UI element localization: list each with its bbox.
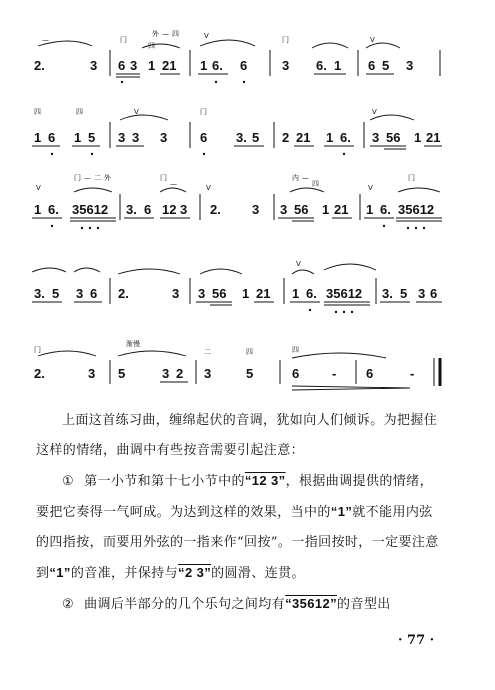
score-line-4 [30,252,445,314]
svg-text:冂: 冂 [74,174,81,182]
svg-text:2: 2 [282,130,290,145]
svg-text:3: 3 [282,58,290,73]
svg-text:V: V [372,108,377,116]
score-line-2 [30,100,445,162]
svg-text:四: 四 [312,180,319,188]
svg-text:3: 3 [160,130,168,145]
svg-text:5: 5 [246,366,254,381]
svg-text:3: 3 [252,202,260,217]
svg-text:21: 21 [334,202,349,217]
score-line-4-notation [30,252,445,314]
svg-text:6: 6 [240,58,248,73]
item-2-number: ② [62,597,75,612]
intro-paragraph [36,406,446,466]
note-item-2 [36,589,446,620]
svg-text:1: 1 [334,58,342,73]
svg-text:6: 6 [90,286,98,301]
svg-text:35612: 35612 [398,202,435,217]
svg-text:6: 6 [292,366,300,381]
score-line-3 [30,172,445,234]
svg-text:5: 5 [252,130,260,145]
svg-text:21: 21 [256,286,271,301]
svg-text:3: 3 [90,58,98,73]
svg-text:6: 6 [144,202,152,217]
svg-text:5: 5 [118,366,126,381]
svg-text:6: 6 [118,58,126,73]
svg-text:6.: 6. [306,286,317,301]
intro-text: 上面这首练习曲，缠绵起伏的音调，犹如向人们倾诉。为把握住这样的情绪，曲调中有些按音需要引起注意： [36,413,438,458]
svg-text:四: 四 [172,30,179,38]
svg-text:V: V [370,36,375,44]
svg-text:1: 1 [242,286,250,301]
svg-text:1: 1 [326,130,334,145]
svg-text:1: 1 [74,130,82,145]
svg-text:56: 56 [294,202,309,217]
svg-text:V: V [36,184,41,192]
svg-text:6: 6 [430,286,438,301]
svg-text:1: 1 [148,58,156,73]
svg-text:四: 四 [34,108,41,116]
svg-text:四: 四 [76,108,83,116]
svg-text:四: 四 [246,348,253,356]
svg-text:6.: 6. [340,130,351,145]
svg-text:6.: 6. [48,202,59,217]
item-2-quote-35612: “35612” [285,596,338,611]
item-1-quote-12-3: “12 3” [244,473,286,488]
svg-text:外: 外 [104,174,111,182]
svg-text:2.: 2. [34,366,45,381]
svg-text:V: V [134,108,139,116]
svg-text:冂: 冂 [282,36,289,44]
svg-text:35612: 35612 [72,202,109,217]
item-1-number: ① [62,474,75,489]
svg-text:冂: 冂 [160,174,167,182]
svg-text:1: 1 [34,202,42,217]
svg-text:3: 3 [76,286,84,301]
svg-text:3: 3 [406,58,414,73]
svg-text:3: 3 [162,366,170,381]
svg-text:56: 56 [212,286,227,301]
svg-text:3: 3 [172,286,180,301]
item-1-quote-2-3: “2 3” [178,565,212,580]
svg-text:四: 四 [148,42,155,50]
item-1-quote-1-again: “1” [49,565,71,580]
svg-text:3: 3 [88,366,96,381]
svg-text:四: 四 [292,346,299,354]
svg-text:冂: 冂 [200,108,207,116]
svg-text:-: - [410,366,415,381]
svg-text:6: 6 [200,130,208,145]
svg-text:2: 2 [176,366,184,381]
svg-text:-: - [332,366,337,381]
svg-text:—: — [84,174,91,182]
svg-text:—: — [170,180,177,188]
score-line-2-notation [30,100,445,162]
svg-text:1: 1 [200,58,208,73]
page-number: · 77 · [398,633,435,648]
svg-text:3: 3 [132,130,140,145]
item-1-part-a: 第一小节和第十七小节中的 [84,474,245,489]
svg-text:二: 二 [204,348,211,356]
svg-text:—: — [162,30,169,38]
svg-text:渐慢: 渐慢 [126,340,140,348]
svg-text:V: V [296,260,301,268]
svg-text:1: 1 [414,130,422,145]
note-item-2-text [36,589,446,620]
item-1-quote-1: “1” [330,504,353,519]
svg-text:3: 3 [118,130,126,145]
svg-text:3.: 3. [126,202,137,217]
svg-text:外: 外 [152,30,159,38]
svg-text:1: 1 [322,202,330,217]
svg-text:—: — [302,174,309,182]
svg-text:3: 3 [198,286,206,301]
note-item-1 [36,466,446,589]
svg-text:3.: 3. [236,130,247,145]
svg-text:5: 5 [382,58,390,73]
note-item-1-text [36,466,446,589]
svg-text:56: 56 [386,130,401,145]
svg-text:6: 6 [368,58,376,73]
score-line-5 [30,332,445,394]
svg-text:1: 1 [366,202,374,217]
svg-text:21: 21 [296,130,311,145]
svg-text:6: 6 [48,130,56,145]
item-1-part-b: ，根据曲调提供的情绪，要把它奏得一气呵成。为达到这样的效果，当中的 [36,474,433,520]
svg-text:3.: 3. [34,286,45,301]
svg-text:冂: 冂 [34,346,41,354]
svg-text:5: 5 [88,130,96,145]
svg-text:3.: 3. [382,286,393,301]
svg-text:6.: 6. [380,202,391,217]
item-2-part-b: 的音型出 [337,597,391,612]
svg-text:3: 3 [280,202,288,217]
svg-text:冂: 冂 [120,36,127,44]
svg-text:6.: 6. [316,58,327,73]
svg-text:3: 3 [418,286,426,301]
item-1-part-e: 的圆滑、连贯。 [211,566,305,581]
svg-text:21: 21 [162,58,177,73]
svg-text:V: V [206,184,211,192]
svg-text:3: 3 [204,366,212,381]
svg-text:1: 1 [34,130,42,145]
score-line-1 [30,28,445,90]
svg-text:二: 二 [94,174,101,182]
svg-text:6.: 6. [212,58,223,73]
svg-text:21: 21 [426,130,441,145]
item-1-part-c: 就不能用内弦的四指按，而要用外弦的一指来作“回按”。一指回按时，一定要注意到 [36,505,439,581]
svg-text:冂: 冂 [408,174,415,182]
svg-text:5: 5 [52,286,60,301]
svg-text:35612: 35612 [326,286,363,301]
svg-text:3: 3 [372,130,380,145]
svg-text:3: 3 [130,58,138,73]
svg-text:12: 12 [162,202,177,217]
svg-text:6: 6 [366,366,374,381]
item-1-part-d: 的音准，并保持与 [70,566,179,581]
svg-text:5: 5 [400,286,408,301]
svg-text:—: — [42,36,49,44]
item-2-part-a: 曲调后半部分的几个乐句之间均有 [84,597,286,612]
svg-text:3: 3 [180,202,188,217]
svg-text:2.: 2. [210,202,221,217]
svg-text:2.: 2. [118,286,129,301]
score-line-5-notation [30,332,445,394]
svg-text:V: V [204,32,209,40]
svg-text:1: 1 [292,286,300,301]
score-line-1-notation [30,28,445,90]
svg-text:V: V [368,184,373,192]
svg-text:2.: 2. [34,58,45,73]
svg-text:内: 内 [292,174,299,182]
score-line-3-notation [30,172,445,234]
